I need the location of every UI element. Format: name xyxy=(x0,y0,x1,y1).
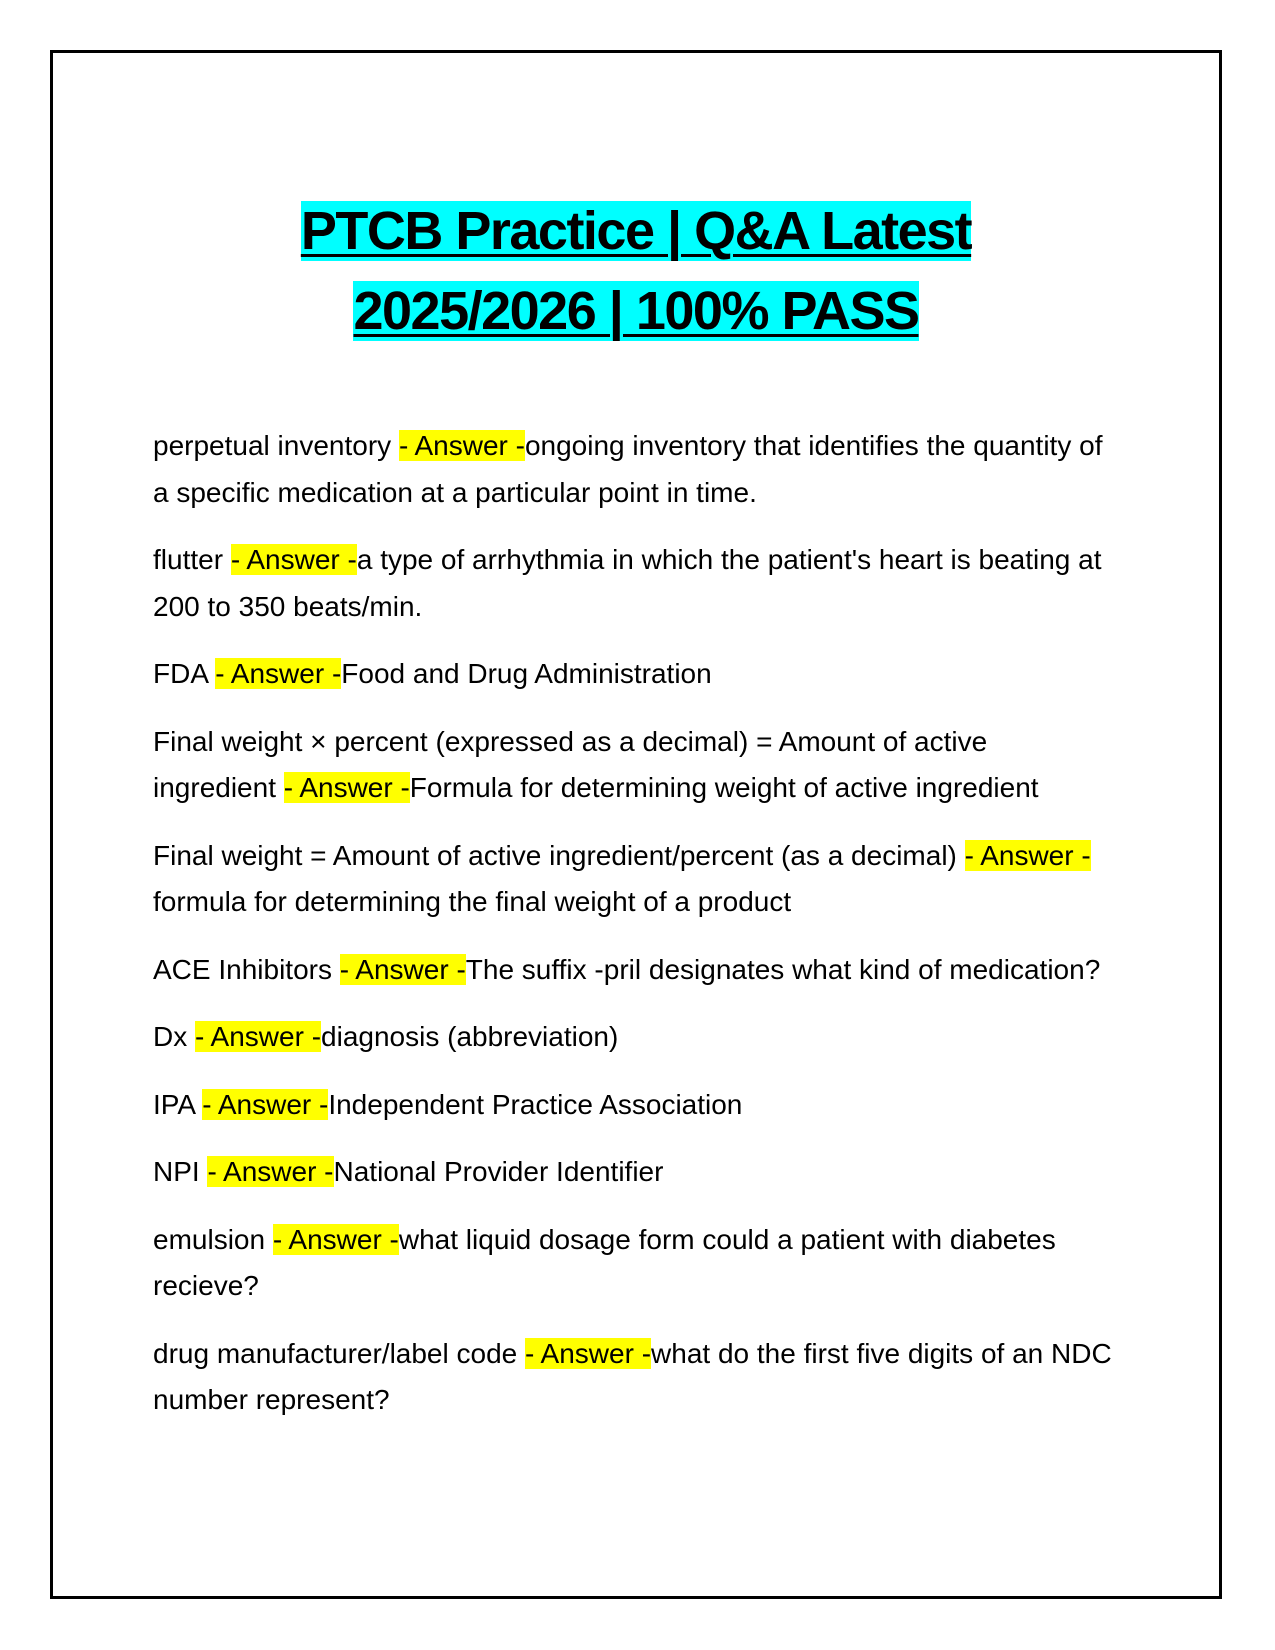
answer-separator: - Answer - xyxy=(283,772,410,803)
qa-item-ndc-code xyxy=(153,1331,1113,1424)
answer-separator: - Answer - xyxy=(207,1156,334,1187)
qa-item-flutter xyxy=(153,537,1113,630)
qa-definition: Independent Practice Association xyxy=(328,1088,743,1120)
answer-separator: - Answer - xyxy=(525,1337,652,1369)
qa-definition: a type of arrhythmia in which the patient's heart is beating at 200 to 350 beats/min. xyxy=(153,544,1102,622)
qa-term: perpetual inventory xyxy=(153,430,399,461)
qa-item-final-weight-formula xyxy=(153,833,1113,926)
qa-term: Final weight = Amount of active ingredient/percent (as a decimal) xyxy=(153,839,965,871)
qa-definition: Food and Drug Administration xyxy=(341,658,712,689)
answer-separator: - Answer - xyxy=(202,1088,329,1120)
qa-item-active-ingredient-formula xyxy=(153,719,1113,812)
qa-definition: The suffix -pril designates what kind of medication? xyxy=(465,953,1101,985)
qa-term: ACE Inhibitors xyxy=(153,953,340,985)
qa-item-ace-inhibitors xyxy=(153,947,1113,994)
qa-term: NPI xyxy=(153,1156,208,1187)
answer-separator: - Answer - xyxy=(964,839,1091,871)
answer-separator: - Answer - xyxy=(339,953,466,985)
qa-term: drug manufacturer/label code xyxy=(153,1337,525,1369)
qa-term: emulsion xyxy=(153,1223,273,1255)
qa-term: IPA xyxy=(153,1088,203,1120)
qa-list xyxy=(153,423,1113,1445)
qa-definition: diagnosis (abbreviation) xyxy=(321,1021,619,1052)
qa-item-npi xyxy=(153,1149,1113,1196)
qa-definition: National Provider Identifier xyxy=(333,1156,664,1187)
page-frame xyxy=(50,50,1222,1599)
qa-item-perpetual-inventory xyxy=(153,423,1113,516)
qa-term: FDA xyxy=(153,658,216,689)
title-line-1: PTCB Practice | Q&A Latest xyxy=(300,201,972,261)
qa-definition: ongoing inventory that identifies the quantity of a specific medication at a particular point in time. xyxy=(153,430,1103,508)
qa-term: Dx xyxy=(153,1021,195,1052)
qa-item-fda xyxy=(153,651,1113,698)
answer-separator: - Answer - xyxy=(215,658,342,689)
qa-definition: what do the first five digits of an NDC number represent? xyxy=(153,1337,1112,1415)
qa-item-emulsion xyxy=(153,1217,1113,1310)
qa-definition: Formula for determining weight of active ingredient xyxy=(409,772,1039,803)
qa-definition: formula for determining the final weight of a product xyxy=(153,886,792,917)
qa-definition: what liquid dosage form could a patient with diabetes recieve? xyxy=(153,1223,1056,1301)
answer-separator: - Answer - xyxy=(398,430,525,461)
answer-separator: - Answer - xyxy=(230,544,357,575)
qa-item-ipa xyxy=(153,1082,1113,1129)
answer-separator: - Answer - xyxy=(272,1223,399,1255)
qa-term: Final weight × percent (expressed as a decimal) = Amount of active ingredient xyxy=(153,725,988,803)
qa-item-dx xyxy=(153,1014,1113,1061)
answer-separator: - Answer - xyxy=(195,1021,322,1052)
document-title xyxy=(53,191,1219,351)
title-line-2: 2025/2026 | 100% PASS xyxy=(353,281,919,341)
qa-term: flutter xyxy=(153,544,231,575)
